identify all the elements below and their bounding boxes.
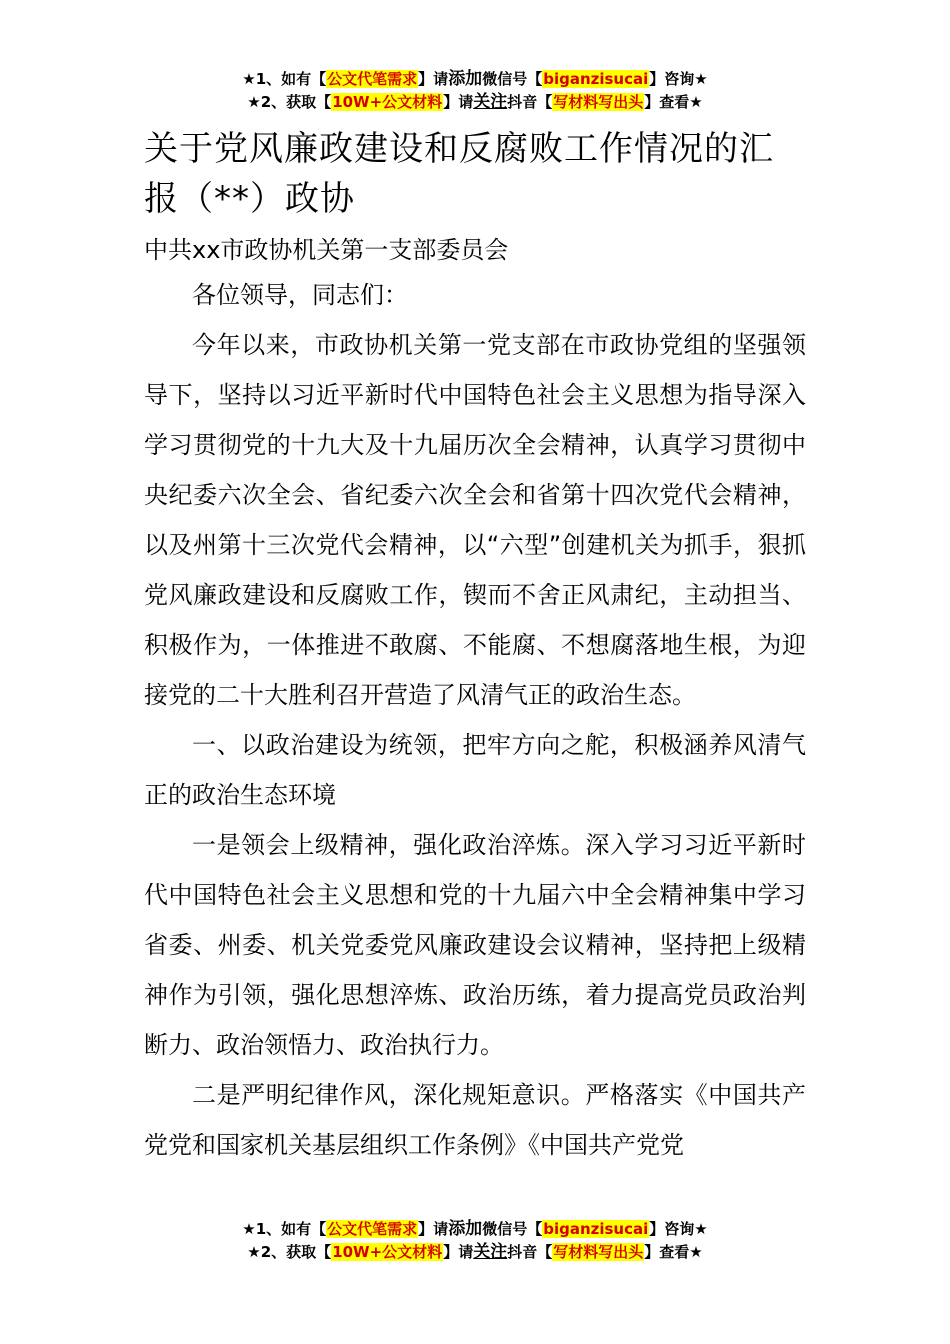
section-heading-1: 一、以政治建设为统领，把牢方向之舵，积极涵养风清气正的政治生态环境 — [144, 731, 806, 809]
promo-text: 】请 — [443, 1243, 474, 1261]
paragraph-intro: 今年以来，市政协机关第一党支部在市政协党组的坚强领导下，坚持以习近平新时代中国特色社会主义思想为指导深入学习贯彻党的十九大及十九届历次全会精神，认真学习贯彻中央纪委六次全会、省纪委六次全会和省第十四次党代会精神，以及州第十三次党代会精神，以“六型”创建机关为抓手，狠抓党风廉政建设和反腐败工作，锲而不舍正风肃纪，主动担当、积极作为，一体推进不敢腐、不能腐、不想腐落地生根，为迎接党的二十大胜利召开营造了风清气正的政治生态。 — [144, 331, 806, 709]
promo-line-1 — [0, 1218, 950, 1241]
promo-banner-top — [0, 68, 950, 114]
promo-text: ★1、如有【 — [242, 70, 327, 88]
promo-highlight: 公文代笔需求 — [327, 1220, 418, 1238]
promo-line-2 — [0, 1241, 950, 1264]
promo-text: 】咨询★ — [649, 1220, 708, 1238]
promo-text: 】查看★ — [644, 93, 703, 111]
promo-highlight-douyin: 写材料写出头 — [553, 93, 644, 111]
greeting: 各位领导，同志们： — [192, 281, 408, 309]
paragraph-1: 一是领会上级精神，强化政治淬炼。深入学习习近平新时代中国特色社会主义思想和党的十九届六中全会精神集中学习省委、州委、机关党委党风廉政建设会议精神，坚持把上级精神作为引领，强化思想淬炼、政治历练，着力提高党员政治判断力、政治领悟力、政治执行力。 — [144, 831, 806, 1059]
document-body — [144, 120, 806, 1170]
promo-highlight-douyin: 写材料写出头 — [553, 1243, 644, 1261]
promo-emphasis: 关注 — [473, 92, 508, 112]
promo-highlight-wechat: biganzisucai — [543, 1220, 649, 1238]
promo-text: 微信号【 — [482, 70, 543, 88]
promo-text: 】请 — [418, 70, 449, 88]
document-author: 中共xx市政协机关第一支部委员会 — [144, 236, 509, 264]
promo-emphasis: 关注 — [473, 1242, 508, 1262]
promo-text: ★2、获取【 — [247, 93, 332, 111]
promo-text: 】咨询★ — [649, 70, 708, 88]
promo-text: 】请 — [418, 1220, 449, 1238]
promo-banner-bottom — [0, 1218, 950, 1264]
promo-highlight: 10W+公文材料 — [332, 1243, 443, 1261]
promo-line-1 — [0, 68, 950, 91]
promo-highlight: 公文代笔需求 — [327, 70, 418, 88]
promo-text: ★1、如有【 — [242, 1220, 327, 1238]
promo-text: ★2、获取【 — [247, 1243, 332, 1261]
promo-highlight: 10W+公文材料 — [332, 93, 443, 111]
promo-text: 抖音【 — [507, 93, 553, 111]
paragraph-2: 二是严明纪律作风，深化规矩意识。严格落实《中国共产党党和国家机关基层组织工作条例》《中国共产党党 — [144, 1081, 806, 1159]
promo-line-2 — [0, 91, 950, 114]
promo-text: 抖音【 — [507, 1243, 553, 1261]
promo-text: 】请 — [443, 93, 474, 111]
promo-emphasis: 添加 — [448, 1219, 483, 1239]
promo-text: 微信号【 — [482, 1220, 543, 1238]
promo-highlight-wechat: biganzisucai — [543, 70, 649, 88]
promo-text: 】查看★ — [644, 1243, 703, 1261]
document-title: 关于党风廉政建设和反腐败工作情况的汇报（**）政协 — [144, 129, 774, 219]
promo-emphasis: 添加 — [448, 69, 483, 89]
